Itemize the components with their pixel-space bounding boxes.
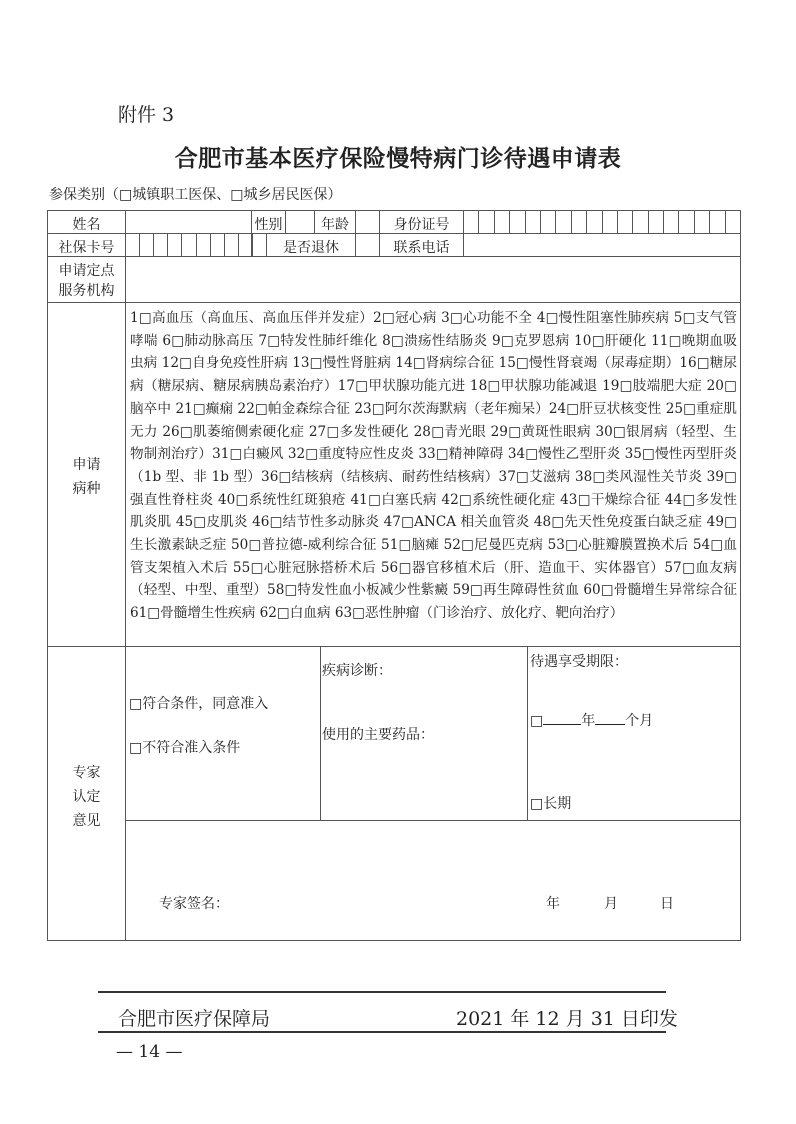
expert-label-line3: 意见 [72, 813, 101, 829]
diagnosis-label: 疾病诊断： [322, 663, 392, 679]
row-divider [125, 820, 741, 821]
digit-cell-divider [709, 210, 710, 233]
digit-cell-divider [555, 210, 556, 233]
period-checkbox[interactable]: □ [530, 713, 544, 729]
institution-field[interactable] [126, 257, 740, 302]
digit-cell-divider [525, 210, 526, 233]
digit-cell-divider [167, 233, 168, 256]
digit-cell-divider [181, 233, 182, 256]
table-border-left [47, 210, 48, 941]
social-card-label: 社保卡号 [58, 240, 115, 256]
phone-field[interactable] [464, 234, 740, 256]
gender-field[interactable] [286, 211, 314, 233]
digit-cell-divider [153, 233, 154, 256]
date-day-label: 日 [660, 896, 674, 912]
expert-label-line1: 专家 [72, 765, 101, 781]
digit-cell-divider [678, 210, 679, 233]
col-divider [320, 646, 321, 820]
insurance-type-checkboxes[interactable]: 参保类别（□城镇职工医保、□城乡居民医保） [49, 187, 342, 203]
page-number: — 14 — [116, 1042, 183, 1062]
expert-signature-label: 专家签名： [159, 896, 229, 912]
institution-label-line2: 服务机构 [58, 283, 115, 299]
digit-cell-divider [139, 233, 140, 256]
issuer-name: 合肥市医疗保障局 [118, 1008, 271, 1030]
issue-date: 2021 年 12 月 31 日印发 [456, 1008, 678, 1030]
long-term-checkbox[interactable]: □长期 [530, 796, 572, 812]
digit-cell-divider [540, 210, 541, 233]
page-title: 合肥市基本医疗保险慢特病门诊待遇申请表 [174, 145, 622, 172]
digit-cell-divider [586, 210, 587, 233]
digit-cell-divider [694, 210, 695, 233]
year-unit: 年 [581, 713, 596, 729]
table-border-bottom [47, 940, 741, 941]
digit-cell-divider [571, 210, 572, 233]
years-blank[interactable] [543, 712, 581, 725]
disease-label-line2: 病种 [72, 481, 101, 497]
label-column-divider [125, 210, 126, 941]
date-year-label: 年 [546, 896, 560, 912]
month-unit: 个月 [625, 713, 654, 729]
digit-cell-divider [478, 210, 479, 233]
digit-cell-divider [648, 210, 649, 233]
name-label: 姓名 [72, 217, 101, 233]
digit-cell-divider [494, 210, 495, 233]
digit-cell-divider [210, 233, 211, 256]
digit-cell-divider [196, 233, 197, 256]
disease-label-line1: 申请 [72, 457, 101, 473]
retired-label: 是否退休 [283, 240, 339, 256]
period-months-option[interactable] [530, 710, 653, 730]
digit-cell-divider [663, 210, 664, 233]
age-field[interactable] [356, 211, 379, 233]
age-label: 年龄 [321, 217, 349, 233]
retired-field[interactable] [356, 234, 379, 256]
date-month-label: 月 [604, 896, 618, 912]
disease-checkbox-list[interactable]: 1□高血压（高血压、高血压伴并发症）2□冠心病 3□心功能不全 4□慢性阻塞性肺疾病 5□支气管哮喘 6□肺动脉高压 7□特发性肺纤维化 8□溃疡性结肠炎 9□克罗恩病 10□肝硬化 11□晚期血吸虫病 12□自身免疫性肝病 13□慢性肾脏病 14□肾病综合征 15□慢性肾衰竭（尿毒症期）16□糖尿病（糖尿病、糖尿病胰岛素治疗）17□甲状腺功能亢进 18□甲状腺功能减退 19□肢端肥大症 20□脑卒中 21□癫痫 22□帕金森综合征 23□阿尔茨海默病（老年痴呆）24□肝豆状核变性 25□重症肌无力 26□肌萎缩侧索硬化症 27□多发性硬化 28□青光眼 29□黄斑性眼病 30□银屑病（轻型、生物制剂治疗）31□白癜风 32□重度特应性皮炎 33□精神障碍 34□慢性乙型肝炎 35□慢性丙型肝炎（1b 型、非 1b 型）36□结核病（结核病、耐药性结核病）37□艾滋病 38□类风湿性关节炎 39□强直性脊柱炎 40□系统性红斑狼疮 41□白塞氏病 42□系统性硬化症 43□干燥综合征 44□多发性肌炎肌 45□皮肌炎 46□结节性多动脉炎 47□ANCA 相关血管炎 48□先天性免疫蛋白缺乏症 49□生长激素缺乏症 50□普拉德-威利综合征 51□脑瘫 52□尼曼匹克病 53□心脏瓣膜置换术后 54□血管支架植入术后 55□心脏冠脉搭桥术后 56□器官移植术后（肝、造血干、实体器官）57□血友病（轻型、中型、重型）58□特发性血小板减少性紫癜 59□再生障碍性贫血 60□骨髓增生异常综合征 61□骨髓增生性疾病 62□白血病 63□恶性肿瘤（门诊治疗、放化疗、靶向治疗） [130, 310, 737, 622]
gender-label: 性别 [254, 217, 283, 233]
approve-checkbox[interactable]: □符合条件，同意准入 [129, 696, 269, 712]
name-field[interactable] [126, 211, 251, 233]
digit-cell-divider [509, 210, 510, 233]
digit-cell-divider [617, 210, 618, 233]
attachment-label: 附件 3 [118, 104, 175, 126]
reject-checkbox[interactable]: □不符合准入条件 [129, 740, 241, 756]
digit-cell-divider [725, 210, 726, 233]
col-divider [527, 646, 528, 820]
digit-cell-divider [252, 233, 253, 256]
medicine-label: 使用的主要药品： [322, 727, 434, 743]
institution-label-line1: 申请定点 [58, 263, 115, 279]
months-blank[interactable] [595, 712, 625, 725]
row-divider [47, 646, 741, 647]
expert-label-line2: 认定 [72, 789, 101, 805]
digit-cell-divider [238, 233, 239, 256]
id-number-label: 身份证号 [393, 217, 450, 233]
benefit-period-label: 待遇享受期限： [530, 654, 628, 670]
phone-label: 联系电话 [393, 240, 450, 256]
footer-rule-bottom [98, 1031, 666, 1033]
row-divider [47, 302, 741, 303]
digit-cell-divider [632, 210, 633, 233]
digit-cell-divider [602, 210, 603, 233]
digit-cell-divider [224, 233, 225, 256]
footer-rule-top [98, 991, 666, 993]
table-border-right [740, 210, 741, 941]
